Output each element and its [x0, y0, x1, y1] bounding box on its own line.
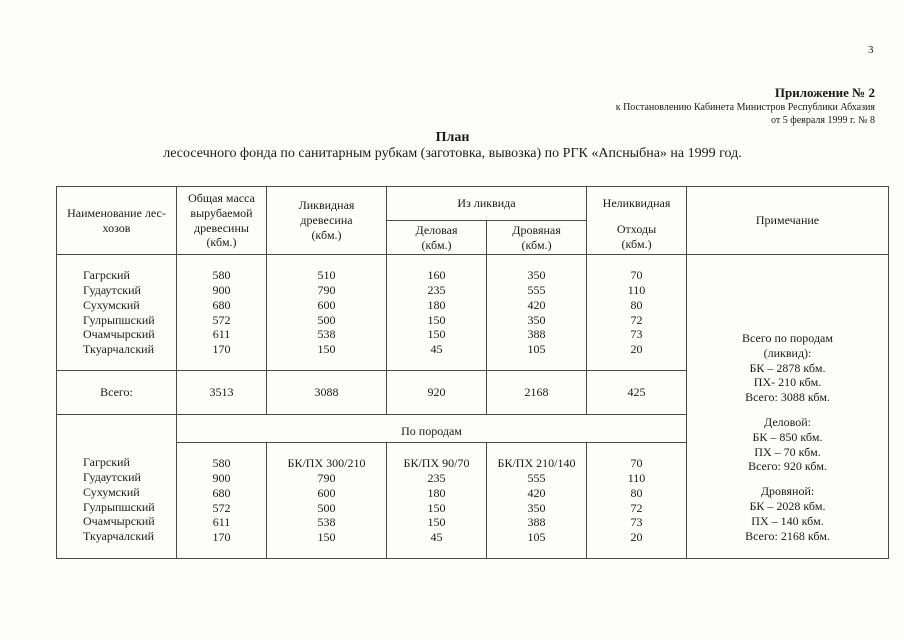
- by-species-label: По породам: [177, 415, 687, 443]
- totals-waste: 425: [587, 371, 687, 415]
- species-business-values: БК/ПХ 90/70 235 180 150 150 45: [387, 443, 487, 559]
- firewood-values: 350 555 420 350 388 105: [487, 255, 587, 371]
- totals-total: 3513: [177, 371, 267, 415]
- species-liquid-values: БК/ПХ 300/210 790 600 500 538 150: [267, 443, 387, 559]
- total-values: 580 900 680 572 611 170: [177, 255, 267, 371]
- document-title: План: [435, 130, 470, 145]
- species-total-values: 580 900 680 572 611 170: [177, 443, 267, 559]
- species-forestry-names: Гагрский Гудаутский Сухумский Гулрыпшский Очамчырский Ткуарчалский: [57, 415, 177, 559]
- header-total: Общая масса вырубаемой древесины (кбм.): [177, 187, 267, 255]
- business-values: 160 235 180 150 150 45: [387, 255, 487, 371]
- appendix-line-2: от 5 февраля 1999 г. № 8: [770, 115, 875, 126]
- waste-values: 70 110 80 72 73 20: [587, 255, 687, 371]
- header-firewood: Дровяная (кбм.): [487, 221, 587, 255]
- header-waste: Отходы (кбм.): [587, 221, 687, 255]
- header-business: Деловая (кбм.): [387, 221, 487, 255]
- document-subtitle: лесосечного фонда по санитарным рубкам (заготовка, вывозка) по РГК «Апсныбна» на 1999 год.: [163, 146, 742, 161]
- page-number: 3: [868, 44, 874, 56]
- totals-business: 920: [387, 371, 487, 415]
- header-liquid: Ликвидная древесина (кбм.): [267, 187, 387, 255]
- species-waste-values: 70 110 80 72 73 20: [587, 443, 687, 559]
- header-of-liquid: Из ликвида: [387, 187, 587, 221]
- appendix-line-1: к Постановлению Кабинета Министров Республики Абхазия: [615, 102, 875, 113]
- totals-label: Всего:: [57, 371, 177, 415]
- header-name: Наименование лес- хозов: [57, 187, 177, 255]
- table-row-group-main: [57, 255, 889, 371]
- note-cell: Всего по породам (ликвид): БК – 2878 кбм. ПХ- 210 кбм. Всего: 3088 кбм. Деловой: БК – 850 кбм. ПХ – 70 кбм. Всего: 920 кбм. Дровяной: БК – 2028 кбм. ПХ – 140 кбм. Всего: 2168 кбм.: [687, 255, 889, 559]
- totals-liquid: 3088: [267, 371, 387, 415]
- header-nonliquid: Неликвидная: [587, 187, 687, 221]
- liquid-values: 510 790 600 500 538 150: [267, 255, 387, 371]
- totals-firewood: 2168: [487, 371, 587, 415]
- header-note: Примечание: [687, 187, 889, 255]
- appendix-title: Приложение № 2: [774, 85, 875, 100]
- species-firewood-values: БК/ПХ 210/140 555 420 350 388 105: [487, 443, 587, 559]
- plan-table: [56, 186, 889, 559]
- forestry-names: Гагрский Гудаутский Сухумский Гулрыпшский Очамчырский Ткуарчалский: [57, 255, 177, 371]
